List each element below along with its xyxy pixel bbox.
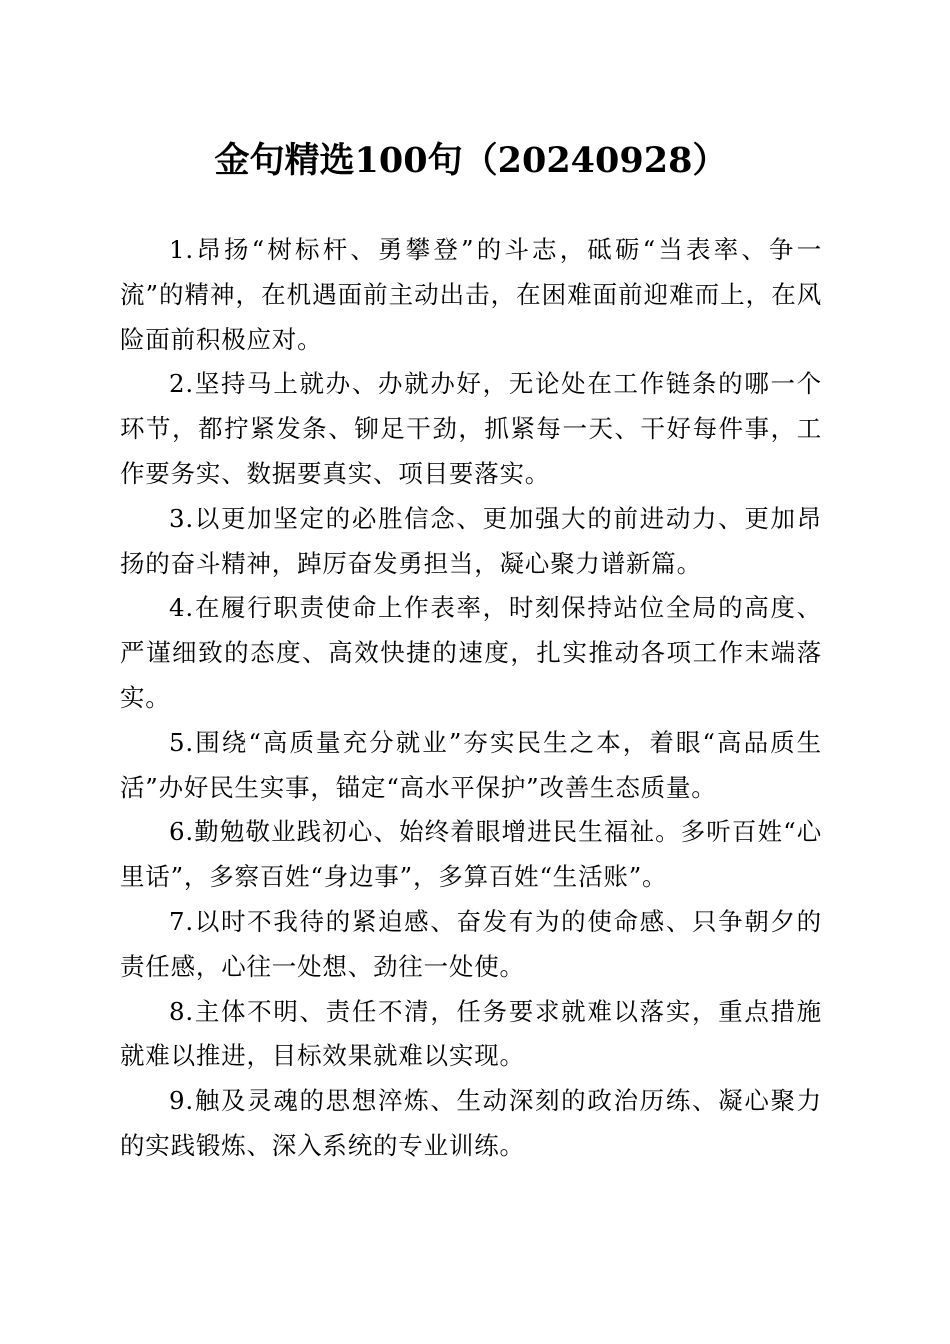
- paragraph-4: 4.在履行职责使命上作表率，时刻保持站位全局的高度、严谨细致的态度、高效快捷的速度，扎实推动各项工作末端落实。: [120, 593, 822, 712]
- paragraph-8: 8.主体不明、责任不清，任务要求就难以落实，重点措施就难以推进，目标效果就难以实现。: [120, 996, 822, 1071]
- paragraph-5: 5.围绕“高质量充分就业”夯实民生之本，着眼“高品质生活”办好民生实事，锚定“高水平保护”改善生态质量。: [120, 727, 822, 802]
- paragraph-2: 2.坚持马上就办、办就办好，无论处在工作链条的哪一个环节，都拧紧发条、铆足干劲，抓紧每一天、干好每件事，工作要务实、数据要真实、项目要落实。: [120, 369, 822, 488]
- paragraph-6: 6.勤勉敬业践初心、始终着眼增进民生福祉。多听百姓“心里话”，多察百姓“身边事”，多算百姓“生活账”。: [120, 817, 822, 892]
- paragraph-9: 9.触及灵魂的思想淬炼、生动深刻的政治历练、凝心聚力的实践锻炼、深入系统的专业训练。: [120, 1086, 822, 1160]
- paragraph-3: 3.以更加坚定的必胜信念、更加强大的前进动力、更加昂扬的奋斗精神，踔厉奋发勇担当，凝心聚力谱新篇。: [120, 503, 822, 578]
- paragraph-7: 7.以时不我待的紧迫感、奋发有为的使命感、只争朝夕的责任感，心往一处想、劲往一处使。: [120, 906, 822, 981]
- document-body: [120, 228, 822, 1169]
- document-title: 金句精选100句（20240928）: [214, 140, 728, 181]
- paragraph-1: 1.昂扬“树标杆、勇攀登”的斗志，砥砺“当表率、争一流”的精神，在机遇面前主动出击，在困难面前迎难而上，在风险面前积极应对。: [120, 235, 823, 354]
